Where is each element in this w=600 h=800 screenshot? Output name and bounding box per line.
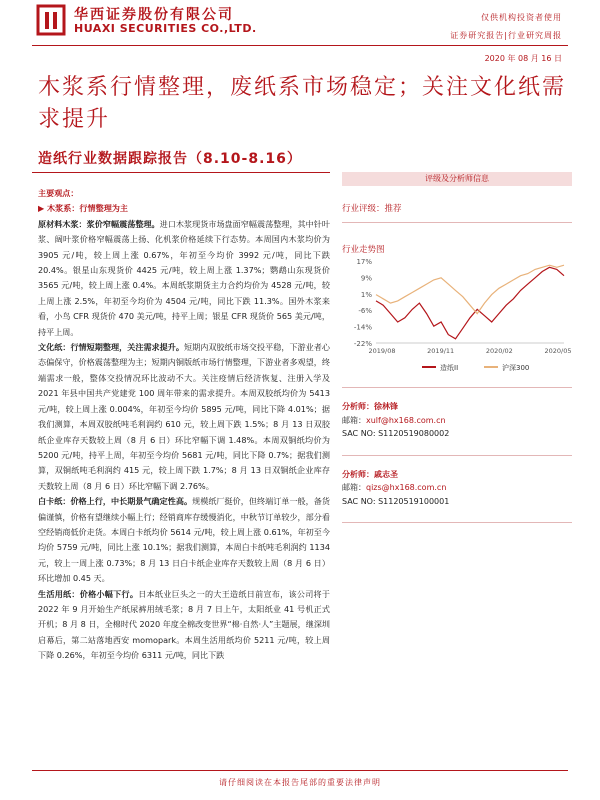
brand-name-en: HUAXI SECURITIES CO.,LTD. (74, 22, 257, 35)
series-line (376, 267, 564, 339)
y-tick-label: -6% (358, 307, 372, 316)
y-tick-label: -14% (353, 323, 372, 332)
report-type-tag: 证券研究报告|行业研究周报 (450, 31, 562, 40)
logo-icon (36, 4, 66, 36)
header-divider (32, 45, 568, 46)
analyst-block (342, 468, 572, 509)
paragraph-lead: 文化纸：行情短期整理，关注需求提升。 (38, 342, 184, 353)
paragraph-culture-paper (38, 340, 330, 494)
y-tick-label: 1% (360, 290, 372, 299)
x-tick-label: 2019/08 (368, 347, 396, 355)
legend-label: 沪深300 (502, 364, 530, 372)
report-title: 木浆系行情整理，废纸系市场稳定；关注文化纸需求提升 (38, 75, 567, 132)
rating-value: 推荐 (384, 204, 402, 214)
email-label: 邮箱： (342, 415, 366, 425)
section-heading: 主要观点： (38, 188, 79, 198)
footer-divider (32, 770, 568, 771)
paragraph-white-board (38, 494, 330, 586)
analyst-label: 分析师： (342, 469, 374, 479)
sidebar-divider (342, 222, 572, 223)
x-tick-label: 2020/02 (485, 347, 513, 355)
sidebar-divider (342, 455, 572, 456)
brand-name-cn: 华西证券股份有限公司 (74, 7, 234, 23)
legend-label: 造纸II (440, 364, 459, 372)
paragraph-pulp (38, 217, 330, 340)
rating-label: 行业评级： (342, 204, 385, 214)
analyst-sac: SAC NO: S1120519080002 (342, 429, 450, 438)
analyst-block (342, 400, 572, 441)
chart-title: 行业走势图 (342, 245, 385, 255)
industry-rating (342, 202, 572, 214)
legal-disclaimer[interactable]: 请仔细阅读在本报告尾部的重要法律声明 (219, 778, 381, 787)
sidebar-divider (342, 522, 572, 523)
analyst-email[interactable]: xulf@hx168.com.cn (366, 415, 446, 425)
report-subtitle: 造纸行业数据跟踪报告（8.10-8.16） (38, 151, 302, 167)
subtitle-divider (32, 172, 330, 173)
trend-chart (342, 255, 572, 375)
paragraph-lead: 生活用纸：价格小幅下行。 (38, 588, 139, 599)
analyst-name: 徐林锋 (374, 402, 398, 411)
y-tick-label: 17% (356, 258, 372, 266)
paragraph-body: 规模纸厂挺价，但终端订单一般，备货偏谨慎，价格有望继续小幅上行；经销商库存缓慢消化，中秋节订单较少，部分看空经销商低价走货。本周白卡纸均价 5614 元/吨，较上周上涨 0.61%，年初至今均价 5759 元/吨，同比上涨 10.1%；据我们测算，本周白卡纸吨毛利润约 1134 元，较上一周上涨 0.73%；8 月 13 日白卡纸企业库存天数较上周（8 月 6 日）环比增加 0.45 天。 (38, 496, 330, 584)
paragraph-household-paper (38, 587, 330, 664)
main-content (38, 186, 330, 664)
analyst-name: 戚志圣 (374, 469, 398, 479)
bullet-heading: ▶ 木浆系：行情整理为主 (38, 203, 128, 214)
paragraph-body: 短期内双胶纸市场交投平稳，下游业者心态偏保守，价格震荡整理为主；短期内铜版纸市场行情整理，下游业者多观望，终端需求一般，整体交投情况环比波动不大。关注疫情后经济恢复、注册入学及 2021 年县中国共产党建党 100 周年带来的需求提升。本周双胶纸均价为 5413 元/吨，较上周上涨 0.004%，年初至今均价 5895 元/吨，同比下降 4.01%；据我们测算，本周双胶纸吨毛利润约 610 元，较上周下跌 1.5%；8 月 13 日双胶纸企业库存天数较上周（8 月 6 日）环比窄幅下调 1.48%。本周双铜纸均价为 5200 元/吨，持平上周，年初至今均价 5681 元/吨，同比下降 0.7%；据我们测算，双铜纸吨毛利润约 415 元，较上周下跌 1.7%；8 月 13 日双铜纸企业库存天数较上周（8 月 6 日）环比窄幅下调 2.76%。 (38, 342, 330, 491)
paragraph-lead: 白卡纸：价格上行，中长期景气确定性高。 (38, 496, 193, 507)
y-tick-label: 9% (360, 274, 372, 283)
series-line (376, 265, 564, 313)
sidebar (342, 172, 572, 523)
analyst-label: 分析师： (342, 402, 374, 411)
paragraph-body: 日本纸业巨头之一的大王造纸日前宣布，该公司将于 2022 年 9 月开始生产纸尿裤用绒毛浆；8 月 7 日上午，太阳纸业 41 号机正式开机；8 月 8 日，全棉时代 2020 年度全棉改变世界“棉·自然·人”主题展，继深圳启幕后，第二站落地西安 momopark。本周生活用纸均价 5211 元/吨，较上周下降 0.26%，年初至今均价 6311 元/吨，同比下跌 (38, 588, 331, 661)
report-date: 2020 年 08 月 16 日 (484, 54, 562, 63)
x-tick-label: 2019/11 (427, 347, 455, 355)
paragraph-body: 进口木浆现货市场盘面窄幅震荡整理，其中针叶浆、阔叶浆价格窄幅震荡上扬、化机浆价格延续下行态势。本周国内木浆均价为 3905 元/吨，较上周上涨 0.67%，年初至今均价 3992 元/吨，同比下跌 20.4%。银星山东现货价 4425 元/吨，较上周上涨 1.37%；鹦鹉山东现货价 3565 元/吨，较上周上涨 0.4%。本周纸浆期货主力合约均价为 4528 元/吨，较上周上涨 2.5%，年初至今均价为 4504 元/吨，同比下跌 11.3%。国外木浆来看，小鸟 CFR 现货价 470 美元/吨，持平上周；银星 CFR 现货价 565 美元/吨，持平上周。 (38, 218, 330, 337)
paragraph-lead: 原材料木浆：浆价窄幅震荡整理。 (38, 218, 160, 229)
sidebar-header: 评级及分析师信息 (342, 172, 572, 186)
email-label: 邮箱： (342, 483, 366, 492)
analyst-email[interactable]: qizs@hx168.com.cn (366, 483, 447, 492)
analyst-sac: SAC NO: S1120519100001 (342, 496, 450, 506)
y-tick-label: -22% (353, 340, 372, 348)
x-tick-label: 2020/05 (544, 347, 572, 355)
audience-tag: 仅供机构投资者使用 (481, 13, 562, 22)
sidebar-divider (342, 387, 572, 388)
